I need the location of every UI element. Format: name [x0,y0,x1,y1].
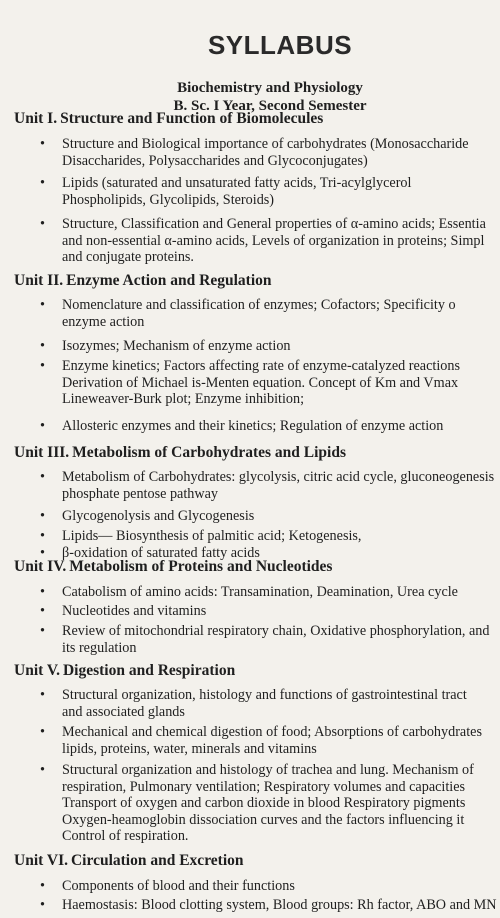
topic-line: phosphate pentose pathway [62,485,219,502]
topic-line: Oxygen-heamoglobin dissociation curves and the factors influencing it [62,811,465,828]
topic-line: Control of respiration. [62,828,189,844]
unit-title: Enzyme Action and Regulation [66,272,272,289]
topic-line: its regulation [62,639,137,656]
topic-line: Transport of oxygen and carbon dioxide in blood Respiratory pigments [62,795,466,811]
syllabus-topic-item [62,216,500,266]
syllabus-topic-item [62,338,500,355]
unit-title: Circulation and Excretion [70,852,244,869]
topic-line: respiration, Pulmonary ventilation; Respiratory volumes and capacities [62,778,466,795]
course-title: Biochemistry and Physiology [177,80,363,96]
topic-line: • Metabolism of Carbohydrates: glycolysis, citric acid cycle, gluconeogenesis [62,469,495,485]
syllabus-topic-item [62,136,500,169]
unit-number: Unit IV. [14,558,67,575]
topic-line: • Nucleotides and vitamins [62,603,207,619]
topic-line: • Review of mitochondrial respiratory chain, Oxidative phosphorylation, and [62,623,490,639]
topic-line: enzyme action [62,313,145,330]
unit-title: Digestion and Respiration [62,662,236,679]
unit-heading [14,272,272,290]
syllabus-topic-item [62,528,500,545]
unit-number: Unit VI. [14,852,68,869]
topic-line: and associated glands [62,703,185,720]
topic-line: lipids, proteins, water, minerals and vitamins [62,740,317,757]
syllabus-topic-item [62,762,500,845]
topic-line: and conjugate proteins. [62,249,194,265]
topic-line: • Components of blood and their functions [62,878,295,894]
unit-number: Unit III. [14,444,70,461]
syllabus-topic-item [62,175,500,208]
topic-line: • Allosteric enzymes and their kinetics; Regulation of enzyme action [62,418,444,434]
topic-line: • Isozymes; Mechanism of enzyme action [62,338,291,354]
topic-line: • Structural organization and histology of trachea and lung. Mechanism of [62,762,474,778]
topic-line: • β-oxidation of saturated fatty acids [62,545,260,561]
syllabus-topic-item [62,623,500,656]
unit-heading [14,110,323,128]
syllabus-topic-item [62,297,500,330]
syllabus-topic-item [62,724,500,757]
topic-line: Lineweaver-Burk plot; Enzyme inhibition; [62,391,305,407]
topic-line: Derivation of Michael is-Menten equation. Concept of Km and Vmax [62,374,459,391]
course-year-semester: B. Sc. I Year, Second Semester [173,98,367,114]
syllabus-topic-item [62,878,500,895]
unit-number: Unit V. [14,662,60,679]
unit-number: Unit II. [14,272,64,289]
topic-line: • Lipids— Biosynthesis of palmitic acid; Ketogenesis, [62,528,362,544]
unit-title: Structure and Function of Biomolecules [60,110,324,127]
unit-heading [14,558,332,576]
unit-heading [14,662,235,680]
syllabus-topic-item [62,584,500,601]
unit-title: Metabolism of Carbohydrates and Lipids [72,444,347,461]
topic-line: Disaccharides, Polysaccharides and Glycoconjugates) [62,152,368,169]
syllabus-topic-item [62,469,500,502]
topic-line: Phospholipids, Glycolipids, Steroids) [62,191,275,208]
syllabus-topic-item [62,687,500,720]
syllabus-topic-item [62,418,500,435]
syllabus-topic-item [62,508,500,525]
unit-heading [14,852,244,870]
unit-title: Metabolism of Proteins and Nucleotides [69,558,333,575]
topic-line: • Structure and Biological importance of carbohydrates (Monosaccharide [62,136,469,152]
topic-line: • Enzyme kinetics; Factors affecting rate of enzyme-catalyzed reactions [62,358,460,374]
topic-line: • Structure, Classification and General properties of α-amino acids; Essentia [62,216,486,232]
syllabus-topic-item [62,358,500,408]
topic-line: • Nomenclature and classification of enzymes; Cofactors; Specificity o [62,297,456,313]
topic-line: • Haemostasis: Blood clotting system, Blood groups: Rh factor, ABO and MN [62,897,497,913]
page-title: SYLLABUS [207,30,353,60]
topic-line: • Catabolism of amino acids: Transamination, Deamination, Urea cycle [62,584,458,600]
topic-line: • Structural organization, histology and functions of gastrointestinal tract [62,687,467,703]
syllabus-topic-item [62,603,500,620]
syllabus-topic-item [62,897,500,914]
unit-number: Unit I. [14,110,58,127]
topic-line: • Glycogenolysis and Glycogenesis [62,508,255,524]
topic-line: • Mechanical and chemical digestion of food; Absorptions of carbohydrates [62,724,482,740]
unit-heading [14,444,346,462]
topic-line: • Lipids (saturated and unsaturated fatty acids, Tri-acylglycerol [62,175,412,191]
topic-line: and non-essential α-amino acids, Levels of organization in proteins; Simpl [62,232,485,249]
